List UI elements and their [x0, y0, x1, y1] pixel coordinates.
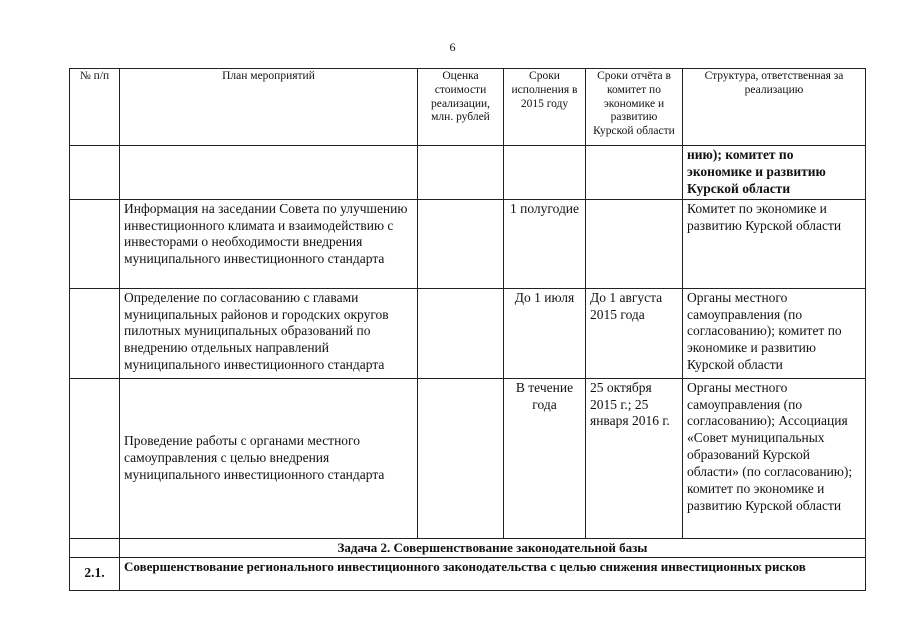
row-num: [70, 378, 120, 538]
row-plan: Определение по согласованию с главами муниципальных районов и городских округов пилотных муниципальных образований по внедрению отдельных направлений муниципального инвестиционного стандарта: [120, 288, 418, 378]
row-responsible: Органы местного самоуправления (по согласованию); комитет по экономике и развитию Курской области: [683, 288, 866, 378]
row-num: [70, 288, 120, 378]
item-num: 2.1.: [70, 557, 120, 590]
row-responsible: нию); комитет по экономике и развитию Курской области: [683, 146, 866, 200]
plan-table: [69, 68, 866, 591]
table-row: [70, 199, 866, 288]
header-cost: Оценка стоимости реализации, млн. рублей: [418, 69, 504, 146]
header-plan: План мероприятий: [120, 69, 418, 146]
row-report: 25 октября 2015 г.; 25 января 2016 г.: [586, 378, 683, 538]
page-number: 6: [449, 40, 456, 54]
header-report: Сроки отчёта в комитет по экономике и развитию Курской области: [586, 69, 683, 146]
row-term: 1 полугодие: [504, 199, 586, 288]
row-cost: [418, 378, 504, 538]
item-text: Совершенствование регионального инвестиционного законодательства с целью снижения инвестиционных рисков: [120, 557, 866, 590]
row-plan: Информация на заседании Совета по улучшению инвестиционного климата и взаимодействию с инвесторами о необходимости внедрения муниципального инвестиционного стандарта: [120, 199, 418, 288]
table-row: [70, 146, 866, 200]
row-num: [70, 146, 120, 200]
row-report: До 1 августа 2015 года: [586, 288, 683, 378]
row-responsible: Органы местного самоуправления (по согласованию); Ассоциация «Совет муниципальных образований Курской области» (по согласованию); комитет по экономике и развитию Курской области: [683, 378, 866, 538]
row-num: [70, 199, 120, 288]
header-term: Сроки исполнения в 2015 году: [504, 69, 586, 146]
row-plan: Проведение работы с органами местного самоуправления с целью внедрения муниципального инвестиционного стандарта: [120, 378, 418, 538]
task-row: [70, 538, 866, 557]
table-row: [70, 288, 866, 378]
row-term: [504, 146, 586, 200]
row-cost: [418, 146, 504, 200]
row-cost: [418, 288, 504, 378]
header-responsible: Структура, ответственная за реализацию: [683, 69, 866, 146]
row-plan: [120, 146, 418, 200]
row-responsible: Комитет по экономике и развитию Курской области: [683, 199, 866, 288]
table-row: [70, 378, 866, 538]
header-row: [70, 69, 866, 146]
row-term: До 1 июля: [504, 288, 586, 378]
row-report: [586, 146, 683, 200]
row-term: В течение года: [504, 378, 586, 538]
task-title: Задача 2. Совершенствование законодательной базы: [120, 538, 866, 557]
header-num: № п/п: [70, 69, 120, 146]
row-cost: [418, 199, 504, 288]
task-num-cell: [70, 538, 120, 557]
row-report: [586, 199, 683, 288]
item-row: [70, 557, 866, 590]
